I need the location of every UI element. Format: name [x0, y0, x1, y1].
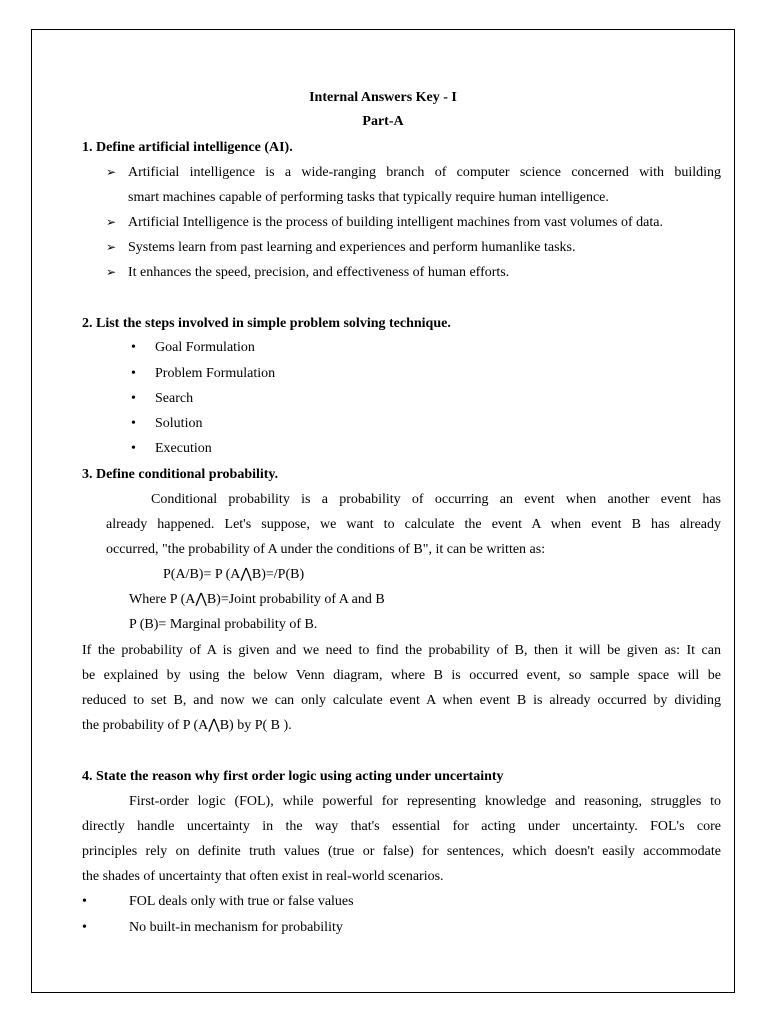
q1-bullet-2: Artificial Intelligence is the process of building intelligent machines from vast volumes of data.: [128, 215, 663, 230]
q4-para-line4: the shades of uncertainty that often exist in real-world scenarios.: [82, 869, 444, 884]
q3-para2-line2: be explained by using the below Venn diagram, where B is occurred event, so sample space will be: [82, 668, 721, 683]
q4-bullet-1: FOL deals only with true or false values: [129, 894, 354, 909]
marginal-probability-definition: P (B)= Marginal probability of B.: [129, 617, 318, 632]
bullet-dot-icon: •: [131, 441, 136, 456]
q1-bullet-1: Artificial intelligence is a wide-ranging branch of computer science concerned with building: [128, 165, 721, 180]
arrow-bullet-icon: ➢: [106, 265, 117, 279]
q2-step-1: Goal Formulation: [155, 340, 255, 355]
bullet-dot-icon: •: [131, 366, 136, 381]
arrow-bullet-icon: ➢: [106, 215, 117, 229]
q4-bullet-2: No built-in mechanism for probability: [129, 920, 343, 935]
q2-step-4: Solution: [155, 416, 203, 431]
q4-para-line1: First-order logic (FOL), while powerful for representing knowledge and reasoning, struggles to: [129, 794, 721, 809]
q1-bullet-4: It enhances the speed, precision, and effectiveness of human efforts.: [128, 265, 510, 280]
q1-bullet-1-cont: smart machines capable of performing tasks that typically require human intelligence.: [128, 190, 609, 205]
q3-para1-line3: occurred, "the probability of A under the conditions of B", it can be written as:: [106, 542, 546, 557]
arrow-bullet-icon: ➢: [106, 240, 117, 254]
q3-para2-line4: the probability of P (A⋀B) by P( B ).: [82, 718, 292, 733]
section-title: Part-A: [362, 114, 404, 129]
bullet-dot-icon: •: [82, 894, 87, 909]
q3-para1-line1: Conditional probability is a probability of occurring an event when another event has: [151, 492, 721, 507]
q3-para2-line3: reduced to set B, and now we can only calculate event A when event B is already occurred by dividing: [82, 693, 721, 708]
bullet-dot-icon: •: [131, 416, 136, 431]
conditional-probability-formula: P(A/B)= P (A⋀B)=/P(B): [163, 567, 305, 582]
q3-para1-line2: already happened. Let's suppose, we want to calculate the event A when event B has already: [106, 517, 721, 532]
bullet-dot-icon: •: [131, 391, 136, 406]
bullet-dot-icon: •: [82, 920, 87, 935]
bullet-dot-icon: •: [131, 340, 136, 355]
q4-para-line3: principles rely on definite truth values (true or false) for sentences, which doesn't easily accommodate: [82, 844, 721, 859]
q3-para2-line1: If the probability of A is given and we need to find the probability of B, then it will be given as: It can: [82, 643, 721, 658]
q4-para-line2: directly handle uncertainty in the way that's essential for acting under uncertainty. FOL's core: [82, 819, 721, 834]
q1-bullet-3: Systems learn from past learning and experiences and perform humanlike tasks.: [128, 240, 576, 255]
question-2-heading: 2. List the steps involved in simple problem solving technique.: [82, 316, 451, 331]
question-1-heading: 1. Define artificial intelligence (AI).: [82, 140, 293, 155]
document-title: Internal Answers Key - I: [309, 90, 457, 105]
question-3-heading: 3. Define conditional probability.: [82, 467, 279, 482]
joint-probability-definition: Where P (A⋀B)=Joint probability of A and B: [129, 592, 385, 607]
arrow-bullet-icon: ➢: [106, 165, 117, 179]
q2-step-5: Execution: [155, 441, 212, 456]
q2-step-3: Search: [155, 391, 194, 406]
question-4-heading: 4. State the reason why first order logic using acting under uncertainty: [82, 769, 504, 784]
q2-step-2: Problem Formulation: [155, 366, 276, 381]
